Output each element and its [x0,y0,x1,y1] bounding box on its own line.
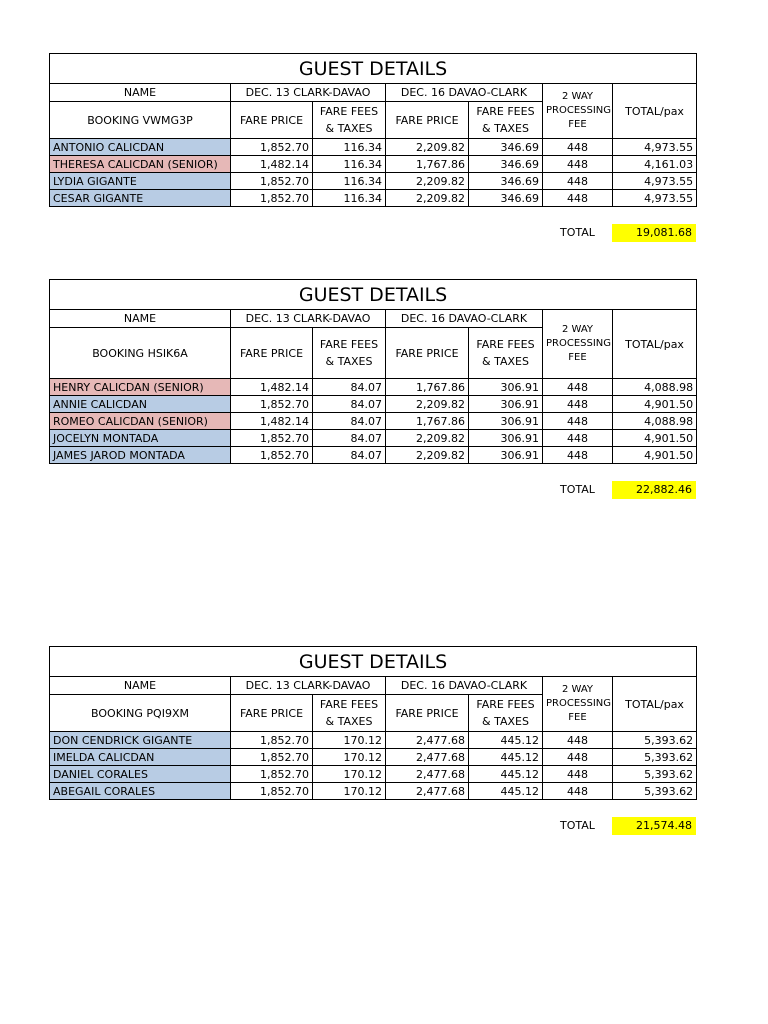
table-row [50,396,697,413]
processing-cell: 448 [543,396,613,413]
fare2-cell: 2,477.68 [386,783,469,800]
guest-name: ROMEO CALICDAN (SENIOR) [50,413,231,430]
guest-name: HENRY CALICDAN (SENIOR) [50,379,231,396]
guest-details-section-3 [49,646,696,835]
processing-header: 2 WAY PROCESSING FEE [543,84,613,139]
fare-fees-header: FARE FEES & TAXES [313,328,386,379]
fees1-cell: 170.12 [313,783,386,800]
fare2-cell: 1,767.86 [386,379,469,396]
fees1-cell: 170.12 [313,749,386,766]
fare-fees-header: FARE FEES & TAXES [313,695,386,732]
total-pax-header: TOTAL/pax [613,84,697,139]
fare-price-header: FARE PRICE [231,328,313,379]
total-pax-cell: 4,901.50 [613,447,697,464]
name-header: NAME [50,84,231,102]
fees1-cell: 84.07 [313,379,386,396]
leg2-header: DEC. 16 DAVAO-CLARK [386,677,543,695]
processing-cell: 448 [543,156,613,173]
fare2-cell: 1,767.86 [386,156,469,173]
table-row [50,766,697,783]
total-pax-cell: 4,901.50 [613,430,697,447]
leg1-header: DEC. 13 CLARK-DAVAO [231,84,386,102]
fees2-cell: 445.12 [469,749,543,766]
leg2-header: DEC. 16 DAVAO-CLARK [386,310,543,328]
name-header: NAME [50,677,231,695]
table-row [50,379,697,396]
grand-total-line [49,481,696,499]
total-label: TOTAL [560,819,595,832]
table-row [50,156,697,173]
table-row [50,430,697,447]
guest-details-section-1 [49,53,696,242]
processing-cell: 448 [543,749,613,766]
fees1-cell: 116.34 [313,156,386,173]
guest-details-table [49,53,697,207]
processing-cell: 448 [543,413,613,430]
fees1-cell: 84.07 [313,447,386,464]
total-pax-cell: 4,088.98 [613,379,697,396]
fare-price-header: FARE PRICE [386,328,469,379]
total-pax-cell: 4,088.98 [613,413,697,430]
fees2-cell: 346.69 [469,156,543,173]
total-label: TOTAL [560,483,595,496]
fare2-cell: 2,209.82 [386,173,469,190]
guest-name: JAMES JAROD MONTADA [50,447,231,464]
fees2-cell: 306.91 [469,396,543,413]
processing-cell: 448 [543,430,613,447]
fare2-cell: 1,767.86 [386,413,469,430]
fare2-cell: 2,209.82 [386,396,469,413]
fare-price-header: FARE PRICE [231,695,313,732]
total-value: 21,574.48 [612,817,696,835]
guest-name: IMELDA CALICDAN [50,749,231,766]
processing-cell: 448 [543,447,613,464]
table-row [50,139,697,156]
table-title: GUEST DETAILS [50,280,697,310]
fees1-cell: 116.34 [313,139,386,156]
fare-price-header: FARE PRICE [386,102,469,139]
fees2-cell: 306.91 [469,379,543,396]
fees1-cell: 170.12 [313,732,386,749]
fees2-cell: 306.91 [469,447,543,464]
table-title: GUEST DETAILS [50,647,697,677]
fees1-cell: 84.07 [313,396,386,413]
fare2-cell: 2,209.82 [386,447,469,464]
processing-cell: 448 [543,173,613,190]
booking-code: BOOKING PQI9XM [50,695,231,732]
fare1-cell: 1,852.70 [231,430,313,447]
total-pax-cell: 4,973.55 [613,173,697,190]
fees2-cell: 346.69 [469,173,543,190]
guest-details-table [49,646,697,800]
total-value: 22,882.46 [612,481,696,499]
fare2-cell: 2,209.82 [386,139,469,156]
fare1-cell: 1,482.14 [231,413,313,430]
total-pax-cell: 5,393.62 [613,749,697,766]
guest-name: DON CENDRICK GIGANTE [50,732,231,749]
total-pax-cell: 4,973.55 [613,139,697,156]
name-header: NAME [50,310,231,328]
fare1-cell: 1,852.70 [231,190,313,207]
leg1-header: DEC. 13 CLARK-DAVAO [231,310,386,328]
guest-name: LYDIA GIGANTE [50,173,231,190]
processing-cell: 448 [543,732,613,749]
fees2-cell: 445.12 [469,766,543,783]
table-row [50,749,697,766]
grand-total-line [49,817,696,835]
total-label: TOTAL [560,226,595,239]
total-pax-header: TOTAL/pax [613,310,697,379]
fare1-cell: 1,852.70 [231,447,313,464]
table-title: GUEST DETAILS [50,54,697,84]
guest-name: JOCELYN MONTADA [50,430,231,447]
total-pax-cell: 4,973.55 [613,190,697,207]
table-row [50,413,697,430]
total-pax-cell: 5,393.62 [613,732,697,749]
guest-name: ANNIE CALICDAN [50,396,231,413]
guest-name: DANIEL CORALES [50,766,231,783]
total-pax-cell: 4,901.50 [613,396,697,413]
guest-details-table [49,279,697,464]
fees2-cell: 346.69 [469,190,543,207]
processing-cell: 448 [543,190,613,207]
leg1-header: DEC. 13 CLARK-DAVAO [231,677,386,695]
fare-price-header: FARE PRICE [231,102,313,139]
fare2-cell: 2,209.82 [386,190,469,207]
processing-cell: 448 [543,766,613,783]
table-row [50,732,697,749]
total-value: 19,081.68 [612,224,696,242]
total-pax-header: TOTAL/pax [613,677,697,732]
fees2-cell: 306.91 [469,430,543,447]
fare1-cell: 1,852.70 [231,139,313,156]
fare1-cell: 1,852.70 [231,749,313,766]
fare-fees-header: FARE FEES & TAXES [469,102,543,139]
guest-name: ANTONIO CALICDAN [50,139,231,156]
total-pax-cell: 4,161.03 [613,156,697,173]
fees1-cell: 116.34 [313,190,386,207]
grand-total-line [49,224,696,242]
fare-fees-header: FARE FEES & TAXES [469,695,543,732]
guest-name: CESAR GIGANTE [50,190,231,207]
fare2-cell: 2,477.68 [386,749,469,766]
fare2-cell: 2,477.68 [386,732,469,749]
booking-code: BOOKING VWMG3P [50,102,231,139]
fees2-cell: 445.12 [469,783,543,800]
table-row [50,190,697,207]
guest-name: ABEGAIL CORALES [50,783,231,800]
processing-cell: 448 [543,783,613,800]
processing-header: 2 WAY PROCESSING FEE [543,310,613,379]
fare1-cell: 1,482.14 [231,156,313,173]
fare1-cell: 1,852.70 [231,396,313,413]
fare1-cell: 1,482.14 [231,379,313,396]
fees2-cell: 445.12 [469,732,543,749]
total-pax-cell: 5,393.62 [613,783,697,800]
fare1-cell: 1,852.70 [231,783,313,800]
fare1-cell: 1,852.70 [231,766,313,783]
fare2-cell: 2,477.68 [386,766,469,783]
booking-code: BOOKING HSIK6A [50,328,231,379]
fees2-cell: 306.91 [469,413,543,430]
leg2-header: DEC. 16 DAVAO-CLARK [386,84,543,102]
processing-cell: 448 [543,379,613,396]
fees1-cell: 84.07 [313,413,386,430]
total-pax-cell: 5,393.62 [613,766,697,783]
table-row [50,173,697,190]
processing-header: 2 WAY PROCESSING FEE [543,677,613,732]
guest-details-section-2 [49,279,696,499]
fees1-cell: 170.12 [313,766,386,783]
processing-cell: 448 [543,139,613,156]
fare2-cell: 2,209.82 [386,430,469,447]
fare1-cell: 1,852.70 [231,173,313,190]
fare-fees-header: FARE FEES & TAXES [313,102,386,139]
fees2-cell: 346.69 [469,139,543,156]
fees1-cell: 116.34 [313,173,386,190]
fees1-cell: 84.07 [313,430,386,447]
fare-fees-header: FARE FEES & TAXES [469,328,543,379]
table-row [50,783,697,800]
fare1-cell: 1,852.70 [231,732,313,749]
guest-name: THERESA CALICDAN (SENIOR) [50,156,231,173]
fare-price-header: FARE PRICE [386,695,469,732]
table-row [50,447,697,464]
